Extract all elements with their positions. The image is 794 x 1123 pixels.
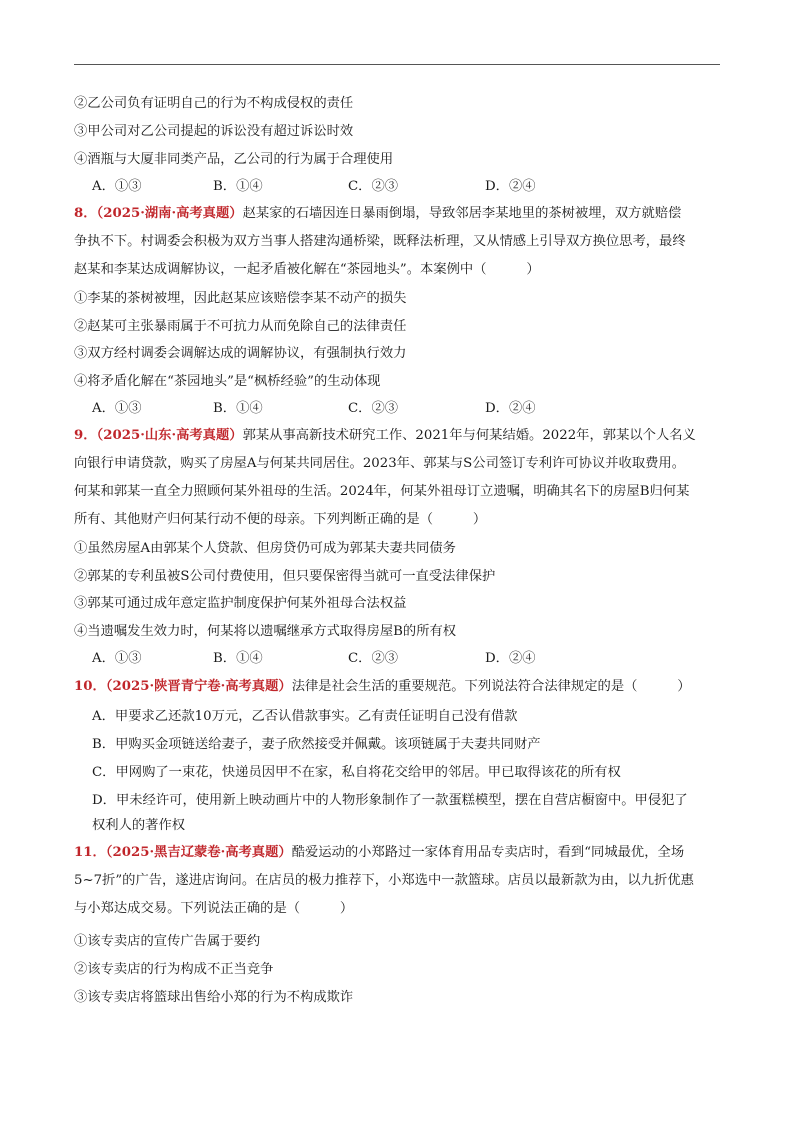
choice-d[interactable]: D．②④ — [485, 401, 536, 416]
q7-item-3: ③甲公司对乙公司提起的诉讼没有超过诉讼时效 — [74, 124, 354, 139]
q10-stem-line-1: 10．（2025·陕晋青宁卷·高考真题）法律是社会生活的重要规范。下列说法符合法律规定的是（ ） — [74, 679, 691, 694]
q9-choices — [92, 651, 632, 667]
q11-stem-line-2: 5~7折”的广告，遂进店询问。在店员的极力推荐下，小郑选中一款篮球。店员以最新款为由，以九折优惠 — [74, 873, 694, 888]
choice-a[interactable]: A．①③ — [92, 651, 142, 666]
q9-stem-line-1: 9．（2025·山东·高考真题）郭某从事高新技术研究工作、2021年与何某结婚。2022年，郭某以个人名义 — [74, 428, 696, 443]
q9-number: 9． — [74, 428, 97, 443]
choice-d[interactable]: D．②④ — [485, 651, 536, 666]
q8-item-2: ②赵某可主张暴雨属于不可抗力从而免除自己的法律责任 — [74, 319, 407, 334]
choice-b[interactable]: B．①④ — [213, 401, 263, 416]
choice-b[interactable]: B．①④ — [213, 179, 263, 194]
q11-source: （2025·黑吉辽蒙卷·高考真题） — [105, 845, 292, 860]
choice-a[interactable]: A．①③ — [92, 401, 142, 416]
q7-item-2: ②乙公司负有证明自己的行为不构成侵权的责任 — [74, 96, 354, 111]
q9-stem-line-4: 所有、其他财产归何某行动不便的母亲。下列判断正确的是（ ） — [74, 512, 487, 527]
choice-a[interactable]: A．①③ — [92, 179, 142, 194]
q9-item-3: ③郭某可通过成年意定监护制度保护何某外祖母合法权益 — [74, 596, 407, 611]
q11-stem-line-3: 与小郑达成交易。下列说法正确的是（ ） — [74, 901, 354, 916]
q8-choices — [92, 401, 632, 417]
q8-item-3: ③双方经村调委会调解达成的调解协议，有强制执行效力 — [74, 346, 407, 361]
q8-stem-line-3: 赵某和李某达成调解协议，一起矛盾被化解在“茶园地头”。本案例中（ ） — [74, 262, 540, 277]
q10-source: （2025·陕晋青宁卷·高考真题） — [105, 679, 292, 694]
q10-number: 10． — [74, 679, 106, 694]
choice-c[interactable]: C．②③ — [348, 651, 399, 666]
q8-source: （2025·湖南·高考真题） — [96, 206, 243, 221]
q10-option-d-cont: 权利人的著作权 — [92, 818, 186, 833]
q11-stem-line-1: 11．（2025·黑吉辽蒙卷·高考真题）酷爱运动的小郑路过一家体育用品专卖店时，看到“同城最优，全场 — [74, 845, 685, 860]
q7-item-4: ④酒瓶与大厦非同类产品，乙公司的行为属于合理使用 — [74, 152, 394, 167]
q9-source: （2025·山东·高考真题） — [96, 428, 243, 443]
q9-stem-line-2: 向银行申请贷款，购买了房屋A与何某共同居住。2023年、郭某与S公司签订专利许可协议并收取费用。 — [74, 456, 686, 471]
q11-number: 11． — [74, 845, 106, 860]
q8-item-4: ④将矛盾化解在“茶园地头”是“枫桥经验”的生动体现 — [74, 374, 381, 389]
q11-item-3: ③该专卖店将篮球出售给小郑的行为不构成欺诈 — [74, 990, 354, 1005]
header-rule — [74, 64, 720, 65]
q8-stem-line-2: 争执不下。村调委会积极为双方当事人搭建沟通桥梁，既释法析理，又从情感上引导双方换位思考，最终 — [74, 234, 686, 249]
q8-number: 8． — [74, 206, 97, 221]
q10-option-c[interactable]: C．甲网购了一束花，快递员因甲不在家，私自将花交给甲的邻居。甲已取得该花的所有权 — [92, 765, 621, 780]
q9-item-2: ②郭某的专利虽被S公司付费使用，但只要保密得当就可一直受法律保护 — [74, 569, 496, 584]
q9-item-4: ④当遗嘱发生效力时，何某将以遗嘱继承方式取得房屋B的所有权 — [74, 624, 457, 639]
q8-item-1: ①李某的茶树被埋，因此赵某应该赔偿李某不动产的损失 — [74, 291, 407, 306]
q9-item-1: ①虽然房屋A由郭某个人贷款、但房贷仍可成为郭某夫妻共同债务 — [74, 541, 456, 556]
q11-item-2: ②该专卖店的行为构成不正当竞争 — [74, 962, 274, 977]
q10-option-a[interactable]: A．甲要求乙还款10万元，乙否认借款事实。乙有责任证明自己没有借款 — [92, 709, 518, 724]
choice-c[interactable]: C．②③ — [348, 179, 399, 194]
q9-stem-line-3: 何某和郭某一直全力照顾何某外祖母的生活。2024年，何某外祖母订立遗嘱，明确其名下的房屋B归何某 — [74, 484, 690, 499]
choice-c[interactable]: C．②③ — [348, 401, 399, 416]
q11-item-1: ①该专卖店的宣传广告属于要约 — [74, 934, 261, 949]
q7-choices — [92, 179, 632, 195]
q10-option-b[interactable]: B．甲购买金项链送给妻子，妻子欣然接受并佩戴。该项链属于夫妻共同财产 — [92, 737, 541, 752]
choice-d[interactable]: D．②④ — [485, 179, 536, 194]
choice-b[interactable]: B．①④ — [213, 651, 263, 666]
q10-option-d[interactable]: D．甲未经许可，使用新上映动画片中的人物形象制作了一款蛋糕模型，摆在自营店橱窗中。甲侵犯了 — [92, 793, 688, 808]
q8-stem-line-1: 8．（2025·湖南·高考真题）赵某家的石墙因连日暴雨倒塌，导致邻居李某地里的茶树被埋，双方就赔偿 — [74, 206, 682, 221]
